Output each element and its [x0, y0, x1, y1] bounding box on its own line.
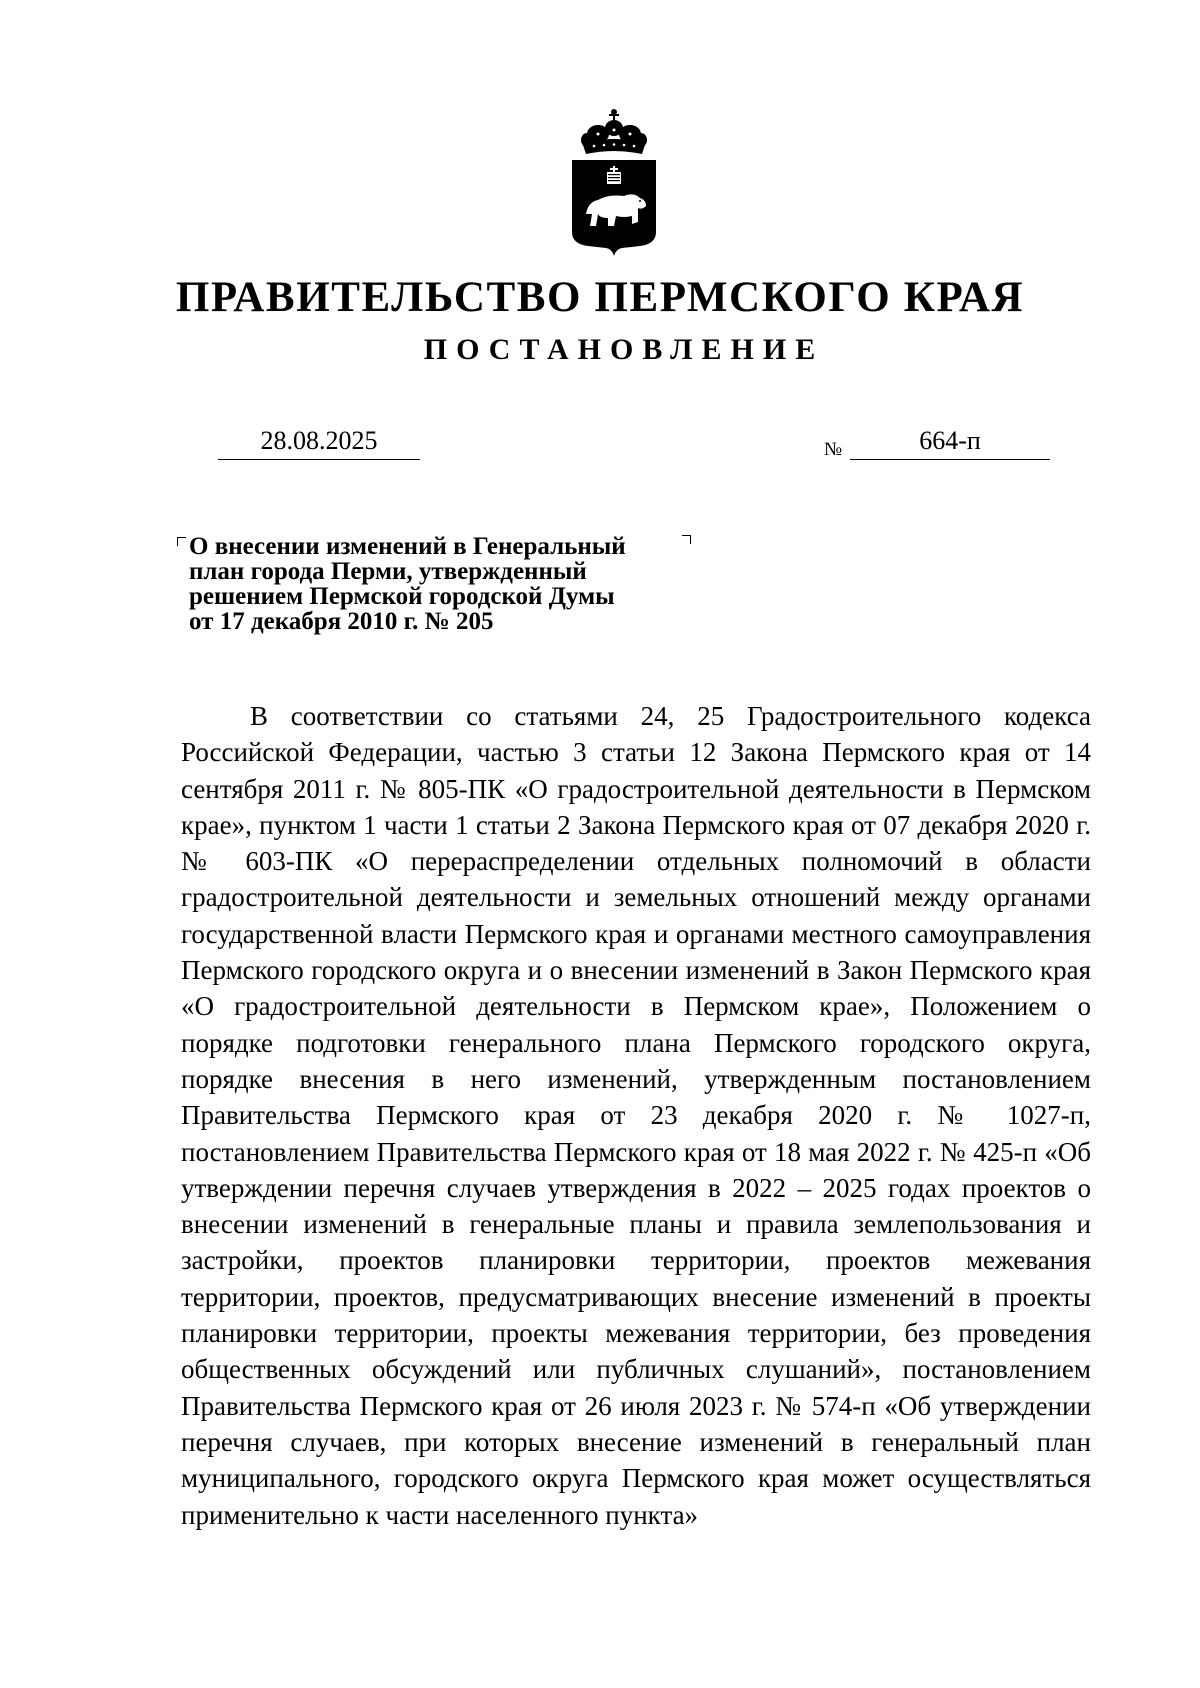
subject-line: решением Пермской городской Думы	[189, 583, 615, 610]
preamble-paragraph: В соответствии со статьями 24, 25 Градостроительного кодекса Российской Федерации, частью 3 статьи 12 Закона Пермского края от 14 сентября 2011 г. № 805-ПК «О градостроительной деятельности в Пермском крае», пунктом 1 части 1 статьи 2 Закона Пермского края от 07 декабря 2020 г. № 603-ПК «О перераспределении отдельных полномочий в области градостроительной деятельности и земельных отношений между органами государственной власти Пермского края и органами местного самоуправления Пермского городского округа и о внесении изменений в Закон Пермского края «О градостроительной деятельности в Пермском крае», Положением о порядке подготовки генерального плана Пермского городского округа, порядке внесения в него изменений, утвержденным постановлением Правительства Пермского края от 23 декабря 2020 г. № 1027-п, постановлением Правительства Пермского края от 18 мая 2022 г. № 425-п «Об утверждении перечня случаев утверждения в 2022 – 2025 годах проектов о внесении изменений в генеральные планы и правила землепользования и застройки, проектов планировки территории, проектов межевания территории, проектов, предусматривающих внесение изменений в проекты планировки территории, проекты межевания территории, без проведения общественных обсуждений или публичных слушаний», постановлением Правительства Пермского края от 26 июля 2023 г. № 574-п «Об утверждении перечня случаев, при которых внесение изменений в генеральный план муниципального, городского округа Пермского края может осуществляться применительно к части населенного пункта»	[181, 701, 1091, 1530]
document-subject	[189, 534, 689, 634]
document-type: ПОСТАНОВЛЕНИЕ	[423, 333, 825, 366]
document-number: 664-п	[850, 423, 1050, 460]
perm-krai-coat-of-arms-icon	[568, 108, 660, 258]
subject-line: план города Перми, утвержденный	[189, 558, 587, 585]
number-sign: №	[824, 439, 843, 460]
authority-name: ПРАВИТЕЛЬСТВО ПЕРМСКОГО КРАЯ	[175, 274, 1025, 321]
subject-left-corner-mark	[177, 537, 186, 546]
subject-line: О внесении изменений в Генеральный	[189, 533, 626, 560]
subject-line: от 17 декабря 2010 г. № 205	[189, 608, 494, 635]
document-date: 28.08.2025	[218, 423, 420, 460]
